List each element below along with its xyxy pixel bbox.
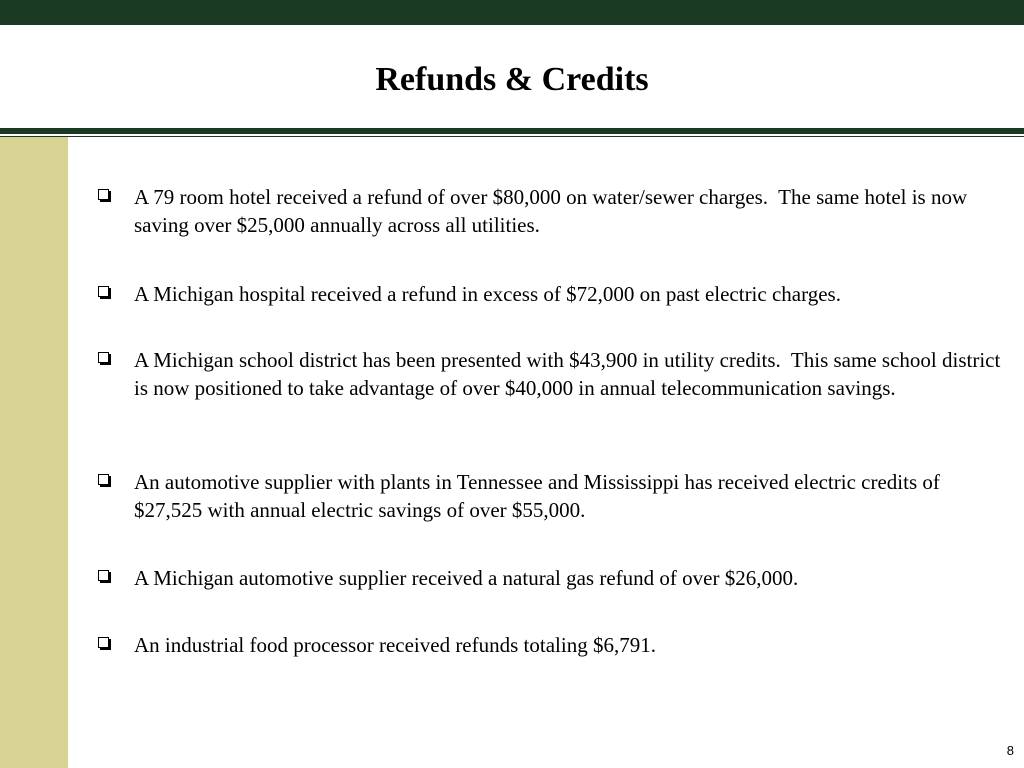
bullet-item — [96, 631, 1001, 659]
side-band — [0, 137, 68, 768]
bullet-text: A 79 room hotel received a refund of over $80,000 on water/sewer charges. The same hotel is now saving over $25,000 annually across all utilities. — [134, 185, 973, 237]
title-divider-thin — [0, 136, 1024, 137]
bullet-item — [96, 346, 1006, 402]
bullet-item — [96, 280, 1001, 308]
bullet-text: A Michigan automotive supplier received a natural gas refund of over $26,000. — [134, 566, 799, 590]
page-number: 8 — [1006, 743, 1014, 758]
checkbox-bullet-icon — [98, 286, 109, 297]
bullet-text: An automotive supplier with plants in Tennessee and Mississippi has received electric credits of $27,525 with annual electric savings of over $55,000. — [134, 470, 946, 522]
bullet-item — [96, 183, 1001, 239]
top-bar — [0, 0, 1024, 25]
checkbox-bullet-icon — [98, 474, 109, 485]
checkbox-bullet-icon — [98, 189, 109, 200]
bullet-item — [96, 564, 1001, 592]
checkbox-bullet-icon — [98, 637, 109, 648]
checkbox-bullet-icon — [98, 570, 109, 581]
slide-title: Refunds & Credits — [375, 61, 649, 98]
bullet-item — [96, 468, 1001, 524]
bullet-text: An industrial food processor received refunds totaling $6,791. — [134, 633, 656, 657]
bullet-text: A Michigan hospital received a refund in excess of $72,000 on past electric charges. — [134, 282, 841, 306]
checkbox-bullet-icon — [98, 352, 109, 363]
title-divider-thick — [0, 128, 1024, 134]
bullet-text: A Michigan school district has been presented with $43,900 in utility credits. This same school district is now positioned to take advantage of over $40,000 in annual telecommunication savings. — [134, 348, 1006, 400]
